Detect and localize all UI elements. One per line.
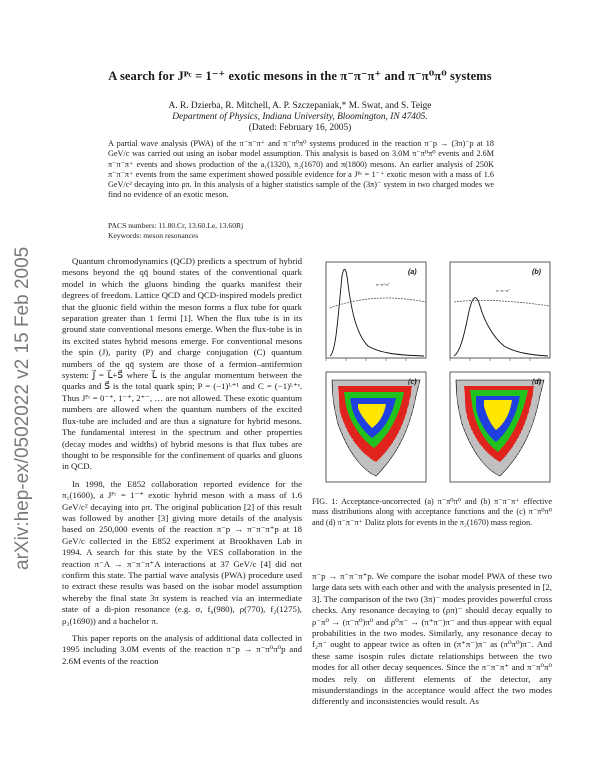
panel-b-mass-curve: [454, 298, 548, 356]
date-line: (Dated: February 16, 2005): [248, 123, 352, 133]
pacs-block: [108, 221, 494, 241]
pacs-numbers: PACS numbers: 11.80.Cr, 13.60.Le, 13.60Rj: [108, 221, 244, 230]
panel-b-mass-plot: [450, 262, 550, 361]
author-list: A. R. Dzierba, R. Mitchell, A. P. Szczepaniak,* M. Swat, and S. Teige: [168, 101, 432, 111]
figure-1: [316, 256, 552, 490]
figure-1-caption: FIG. 1: Acceptance-uncorrected (a) π⁻π⁰π⁰ and (b) π⁻π⁻π⁺ effective mass distributions along with acceptance functions and the (c) π⁻π⁰π⁰ and (d) π⁻π⁻π⁺ Dalitz plots for events in the π₂(1670) mass region.: [312, 497, 552, 527]
panel-a-label: (a): [408, 269, 417, 276]
figure-1-graphics: [316, 256, 552, 490]
panel-b-label: (b): [532, 269, 541, 276]
panel-c-label: (c): [408, 379, 417, 386]
panel-a-legend: π⁻π⁰π⁰: [376, 282, 390, 287]
panel-a-mass-plot: [326, 262, 426, 361]
paragraph-intro: Quantum chromodynamics (QCD) predicts a spectrum of hybrid mesons beyond the qq̄ bound states of the conventional quark model in which the gluons binding the quarks manifest their degrees of freedom. Lattice QCD and QCD-inspired models predict that the gluonic field within the meson forms a flux tube for quark separation greater than 1 fermi [1]. When the flux tube is in its ground state conventional mesons emerge. When the flux-tube is in its excited states hybrid mesons emerge. For conventional mesons the spin (J), parity (P) and charge conjugation (C) quantum numbers of the qq̄ system are those of a fermion–antifermion system: J⃗ = L⃗+S⃗ where L⃗ is the angular momentum between the quarks and S⃗ is the total quark spin; P = (−1)ᴸ⁺¹ and C = (−1)ᴸ⁺ˢ. Thus Jᴾᶜ = 0⁻⁺, 1⁻⁺, 2⁺⁻, … are not allowed. These exotic quantum numbers are allowed when the quantum numbers of the excited flux-tube are included and are thus a signature for hybrid mesons. The fundamental interest in the spectrum and other properties (decay modes and widths) of hybrid mesons is that flux tubes are thought to be responsible for the confinement of quarks and gluons in QCD.: [62, 256, 302, 472]
paragraph-this-paper: This paper reports on the analysis of additional data collected in 1995 including 3.0M events of the reaction π⁻p → π⁻π⁰π⁰p and 2.6M events of the reaction: [62, 633, 302, 666]
panel-d-label: (d): [532, 379, 541, 386]
affiliation: Department of Physics, Indiana University, Bloomington, IN 47405.: [172, 112, 428, 122]
arxiv-side-stamp: arXiv:hep-ex/0502022 v2 15 Feb 2005: [12, 246, 33, 570]
panel-c-dalitz-plot: [326, 372, 426, 482]
panel-b-legend: π⁻π⁻π⁺: [496, 288, 511, 293]
paper-title: A search for Jᴾᶜ = 1⁻⁺ exotic mesons in the π⁻π⁻π⁺ and π⁻π⁰π⁰ systems: [108, 69, 492, 83]
abstract: A partial wave analysis (PWA) of the π⁻π⁻π⁺ and π⁻π⁰π⁰ systems produced in the reaction π⁻p → (3π)⁻p at 18 GeV/c was carried out using an isobar model assumption. This analysis is based on 3.0M π⁻π⁰π⁰ events and 2.6M π⁻π⁻π⁺ events and shows production of the a₁(1320), π₂(1670) and π(1800) mesons. An earlier analysis of 250K π⁻π⁻π⁺ events from the same experiment showed possible evidence for a Jᴾᶜ = 1⁻⁺ exotic meson with a mass of 1.6 GeV/c² decaying into ρπ. In this analysis of a higher statistics sample of the (3π)⁻ system in two charged modes we find no evidence of an exotic meson.: [108, 139, 494, 200]
right-column: [312, 571, 552, 708]
panel-a-acceptance-curve: [330, 298, 426, 308]
keywords: Keywords: meson resonances: [108, 231, 199, 240]
paragraph-e852: In 1998, the E852 collaboration reported evidence for the π₁(1600), a Jᴾᶜ = 1⁻⁺ exotic hybrid meson with a mass of 1.6 GeV/c² decaying into ρπ. The original publication [2] of this result was followed by another [3] giving more details of the analysis based on 250,000 events of the reaction π⁻p → π⁻π⁻π⁺p at 18 GeV/c collected in the E852 experiment at Brookhaven Lab in 1994. A search for this state by the VES collaboration in the reaction π⁻A → π⁻π⁻π⁺A interactions at 37 GeV/c [4] did not confirm this state. The partial wave analysis (PWA) procedure used to extract these results was based on the isobar model assumption whereby the final state 3π system is reached via an intermediate state of a di-pion resonance (e.g. σ, f₀(980), ρ(770), f₂(1275), ρ₃(1690)) and a bachelor π.: [62, 478, 302, 626]
left-column: [62, 256, 302, 667]
panel-d-dalitz-plot: [450, 372, 550, 482]
paragraph-comparison: π⁻p → π⁻π⁻π⁺p. We compare the isobar model PWA of these two large data sets with each other and with the analysis presented in [2, 3]. The comparison of the two (3π)⁻ modes provides powerful cross checks. Any resonance decaying to (ρπ)⁻ should decay equally to ρ⁻π⁰ → (π⁻π⁰)π⁰ and ρ⁰π⁻ → (π⁺π⁻)π⁻ and thus appear with equal probabilities in the two modes. Similarly, any resonance decay to f₂π⁻ ought to appear twice as often in (π⁺π⁻)π⁻ as (π⁰π⁰)π⁻. And these same isospin rules dictate relationships between the two modes for all other decay sequences. Since the π⁻π⁻π⁺ and π⁻π⁰π⁰ modes rely on different elements of the detector, any misunderstandings in the acceptance would affect the two modes differently and inconsistencies would result. As: [312, 571, 552, 707]
panel-b-acceptance-curve: [454, 300, 550, 306]
